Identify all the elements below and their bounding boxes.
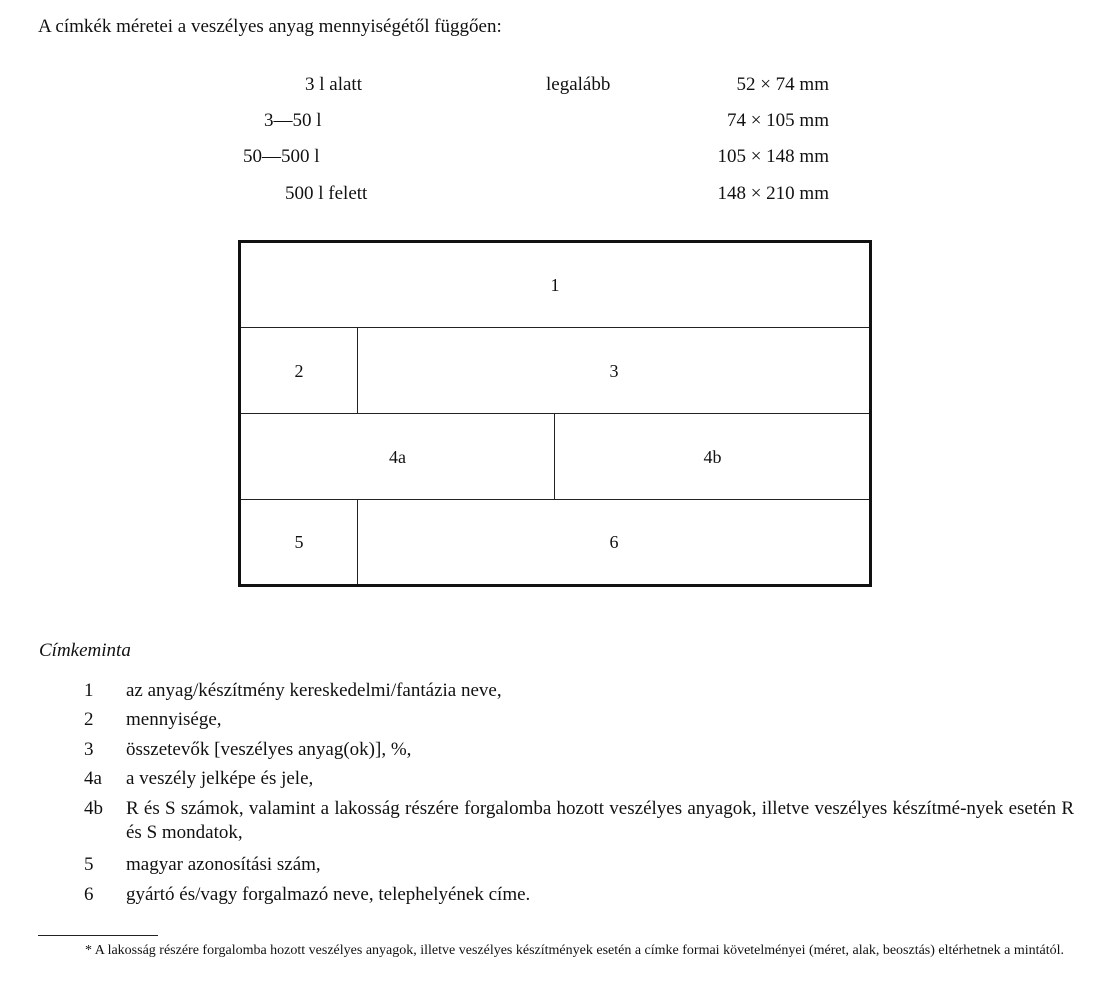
diagram-cell-3: 3 [609,360,619,381]
legend-number: 6 [84,884,94,905]
size-minimum-label: legalább [546,74,611,95]
size-quantity: 500 l felett [285,183,368,204]
diagram-divider [357,500,358,584]
diagram-divider [241,327,869,328]
diagram-cell-4b: 4b [703,446,722,467]
diagram-divider [554,414,555,499]
size-dimensions: 148 × 210 mm [717,183,829,204]
legend-number: 4b [84,798,103,819]
diagram-divider [241,499,869,500]
diagram-divider [357,328,358,413]
legend-number: 3 [84,739,94,760]
legend-text: R és S számok, valamint a lakosság részére forgalomba hozott veszélyes anyagok, illetve veszélyes készítmé-nyek esetén R és S mondatok, [126,798,1074,843]
list-item [84,853,1074,877]
legend-text: gyártó és/vagy forgalmazó neve, telephelyének címe. [126,884,531,905]
diagram-caption: Címkeminta [39,640,131,661]
size-dimensions: 105 × 148 mm [717,146,829,167]
list-item [84,708,1074,732]
legend-number: 4a [84,768,102,789]
list-item [84,797,1074,845]
size-quantity: 3—50 l [264,110,322,131]
diagram-cell-2: 2 [294,360,304,381]
diagram-cell-5: 5 [294,532,304,552]
footnote: * A lakosság részére forgalomba hozott veszélyes anyagok, illetve veszélyes készítmények esetén a címke formai követelményei (méret, alak, beosztás) eltérhetnek a mintától. [85,943,1064,958]
legend-text: összetevők [veszélyes anyag(ok)], %, [126,739,412,760]
footnote-rule [38,935,158,936]
diagram-cell-6: 6 [609,532,619,552]
diagram-cell-4a: 4a [389,446,406,467]
size-dimensions: 52 × 74 mm [736,74,829,95]
list-item [84,883,1074,907]
size-quantity: 3 l alatt [305,74,362,95]
page-heading: A címkék méretei a veszélyes anyag mennyiségétől függően: [38,16,502,37]
legend-text: magyar azonosítási szám, [126,854,321,875]
diagram-cell-1: 1 [550,274,560,295]
label-layout-diagram [238,240,872,587]
diagram-divider [241,413,869,414]
legend-text: az anyag/készítmény kereskedelmi/fantázia neve, [126,680,502,701]
size-quantity: 50—500 l [243,146,320,167]
legend-text: mennyisége, [126,709,222,730]
legend-number: 5 [84,854,94,875]
legend-number: 2 [84,709,94,730]
list-item [84,738,1074,762]
list-item [84,767,1074,791]
list-item [84,679,1074,703]
size-dimensions: 74 × 105 mm [726,110,829,131]
legend-text: a veszély jelképe és jele, [126,768,314,789]
legend-number: 1 [84,680,94,701]
